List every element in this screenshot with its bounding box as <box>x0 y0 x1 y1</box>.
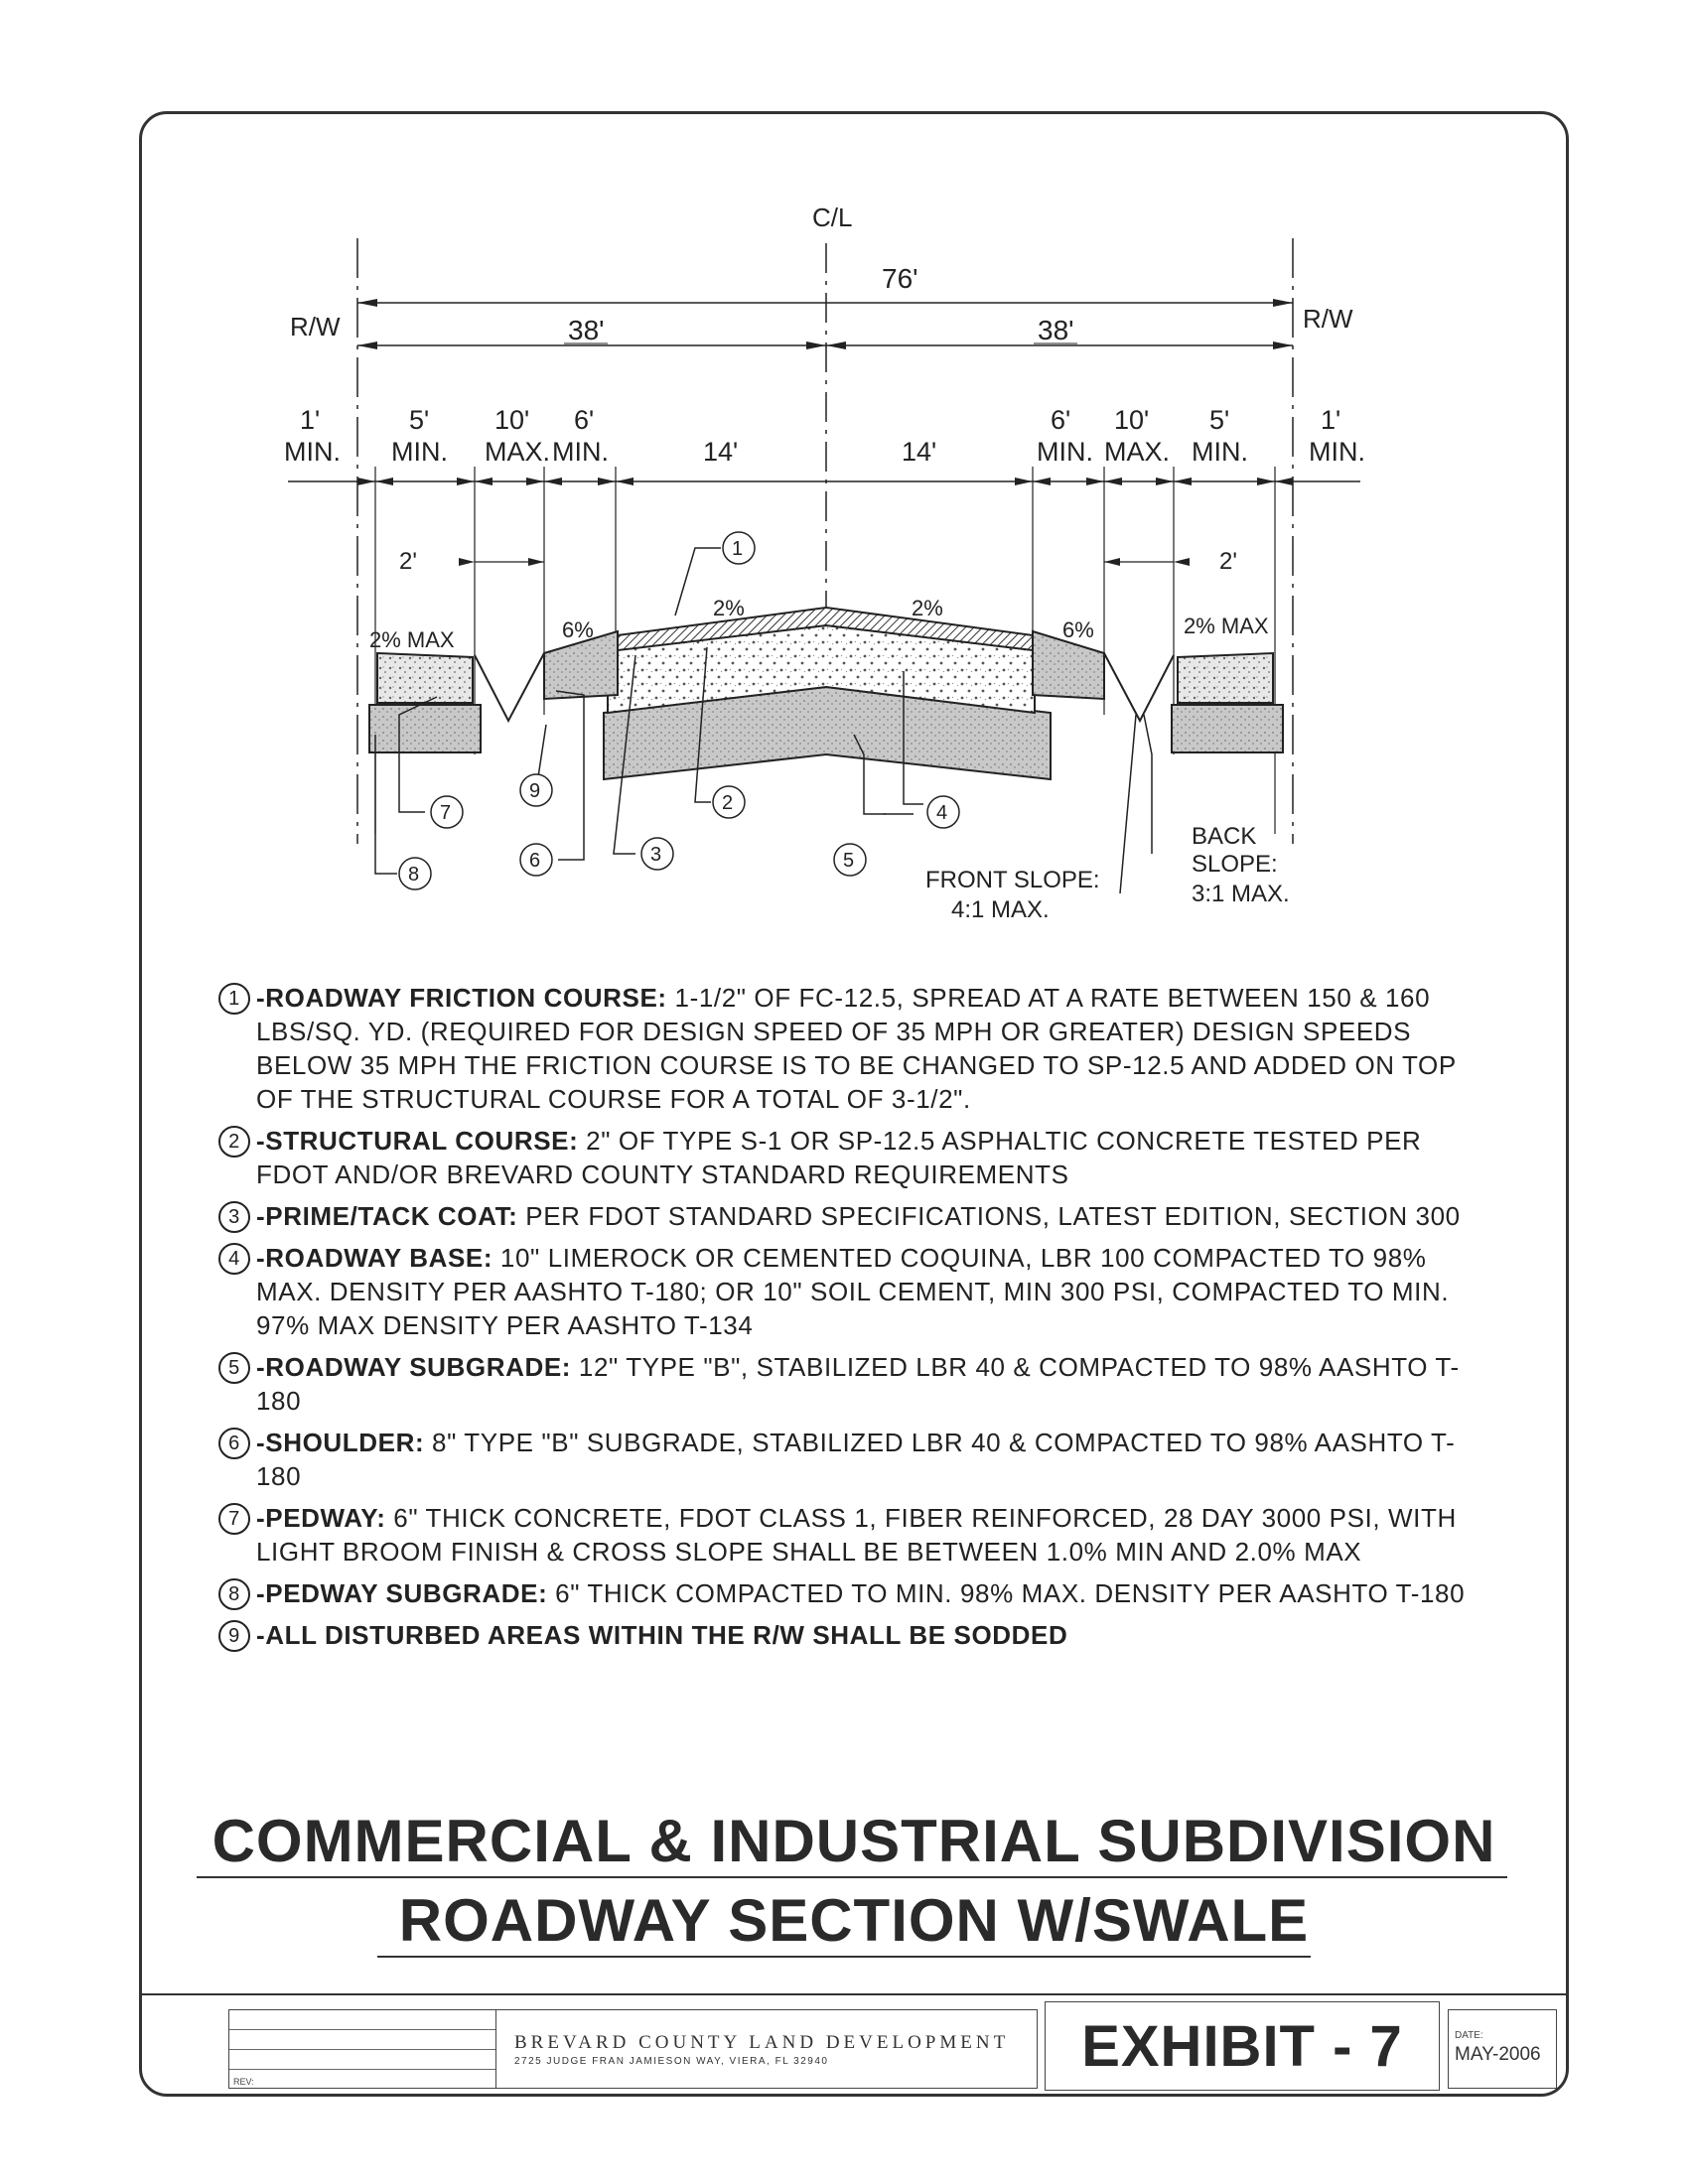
slope-right-6: 6% <box>1062 617 1094 642</box>
construction-notes <box>218 981 1499 1660</box>
note-label: -ROADWAY FRICTION COURSE: <box>256 983 667 1013</box>
note-item <box>218 1199 1499 1233</box>
dim-left-2-sub: MIN. <box>391 437 448 467</box>
callout-7: 7 <box>440 802 452 824</box>
note-text: 1-1/2" OF FC-12.5, SPREAD AT A RATE BETWEEN 150 & 160 LBS/SQ. YD. (REQUIRED FOR DESIGN SPEED OF 35 MPH OR GREATER) DESIGN SPEEDS BELOW 35 MPH THE FRICTION COURSE IS TO BE CHANGED TO SP-12.5 AND ADDED ON TOP OF THE STRUCTURAL COURSE FOR A TOTAL OF 3-1/2". <box>256 983 1457 1114</box>
dim-right-4-sub: MIN. <box>1037 437 1093 467</box>
note-label: -PEDWAY SUBGRADE: <box>256 1578 548 1608</box>
date-block <box>1448 2009 1557 2089</box>
note-item <box>218 1576 1499 1610</box>
agency-block <box>496 2009 1038 2089</box>
note-text: 2" OF TYPE S-1 OR SP-12.5 ASPHALTIC CONCRETE TESTED PER FDOT AND/OR BREVARD COUNTY STANDARD REQUIREMENTS <box>256 1126 1422 1189</box>
note-label: -ROADWAY BASE: <box>256 1243 493 1273</box>
date-value: MAY-2006 <box>1455 2044 1541 2065</box>
dim-left-4: 6' <box>574 405 595 435</box>
note-item <box>218 981 1499 1116</box>
dim-left-3: 10' <box>494 405 530 435</box>
date-label: DATE: <box>1455 2030 1483 2041</box>
dim-right-1-sub: MIN. <box>1309 437 1365 467</box>
note-text: PER FDOT STANDARD SPECIFICATIONS, LATEST EDITION, SECTION 300 <box>517 1201 1461 1231</box>
note-label: -STRUCTURAL COURSE: <box>256 1126 579 1156</box>
note-body <box>256 1426 1499 1493</box>
total-width-dimension <box>357 263 1293 307</box>
title-underline-2 <box>377 1956 1311 1958</box>
half-width-left-label: 38' <box>568 315 605 345</box>
callout-1: 1 <box>732 538 744 560</box>
front-slope-value: 4:1 MAX. <box>951 896 1050 923</box>
right-2ft-label: 2' <box>1219 548 1237 575</box>
back-slope-value: 3:1 MAX. <box>1192 881 1290 907</box>
agency-name: BREVARD COUNTY LAND DEVELOPMENT <box>514 2032 1010 2053</box>
note-label: -ALL DISTURBED AREAS WITHIN THE R/W SHALL BE SODDED <box>256 1620 1068 1650</box>
dim-right-3-sub: MAX. <box>1104 437 1171 467</box>
rw-left-label: R/W <box>290 312 341 341</box>
note-number: 5 <box>218 1352 250 1384</box>
note-text: 8" TYPE "B" SUBGRADE, STABILIZED LBR 40 & COMPACTED TO 98% AASHTO T-180 <box>256 1428 1456 1491</box>
slope-right-max: 2% MAX <box>1184 614 1269 638</box>
centerline-label: C/L <box>812 203 853 232</box>
dim-right-5: 14' <box>902 437 937 467</box>
note-number: 6 <box>218 1428 250 1459</box>
note-item <box>218 1350 1499 1418</box>
dim-right-1: 1' <box>1321 405 1341 435</box>
note-body <box>256 1241 1499 1342</box>
note-body <box>256 1199 1499 1233</box>
note-text: 6" THICK CONCRETE, FDOT CLASS 1, FIBER REINFORCED, 28 DAY 3000 PSI, WITH LIGHT BROOM FINISH & CROSS SLOPE SHALL BE BETWEEN 1.0% MIN AND 2.0% MAX <box>256 1503 1457 1567</box>
revision-label: REV: <box>233 2077 254 2087</box>
callout-8: 8 <box>408 864 420 886</box>
callout-2: 2 <box>722 792 734 814</box>
note-number: 3 <box>218 1201 250 1233</box>
back-slope-label-2: SLOPE: <box>1192 851 1278 878</box>
pedway-subgrade-left <box>369 705 481 752</box>
revision-table <box>228 2009 496 2089</box>
exhibit-number: EXHIBIT - 7 <box>1045 2001 1440 2091</box>
note-label: -ROADWAY SUBGRADE: <box>256 1352 572 1382</box>
back-slope-label-1: BACK <box>1192 823 1257 850</box>
note-body <box>256 1350 1499 1418</box>
dim-right-2-sub: MIN. <box>1192 437 1248 467</box>
callout-4: 4 <box>936 802 948 824</box>
note-text: 6" THICK COMPACTED TO MIN. 98% MAX. DENSITY PER AASHTO T-180 <box>547 1578 1466 1608</box>
pedway-left <box>377 653 473 703</box>
note-label: -PRIME/TACK COAT: <box>256 1201 518 1231</box>
roadway-section-drawing <box>0 0 1689 973</box>
note-number: 1 <box>218 983 250 1015</box>
note-text: 12" TYPE "B", STABILIZED LBR 40 & COMPACTED TO 98% AASHTO T-180 <box>256 1352 1460 1416</box>
note-body <box>256 1618 1499 1652</box>
callout-6: 6 <box>529 850 541 872</box>
dim-left-1: 1' <box>300 405 321 435</box>
slope-left-2: 2% <box>713 596 745 620</box>
swale-left <box>475 653 544 721</box>
dim-left-3-sub: MAX. <box>485 437 551 467</box>
centerline <box>812 203 852 640</box>
half-width-right-label: 38' <box>1038 315 1074 345</box>
slope-left-max: 2% MAX <box>369 627 455 652</box>
dim-left-5: 14' <box>703 437 739 467</box>
note-body <box>256 1576 1499 1610</box>
note-item <box>218 1618 1499 1652</box>
note-item <box>218 1501 1499 1569</box>
dim-right-2: 5' <box>1209 405 1230 435</box>
note-number: 7 <box>218 1503 250 1535</box>
callout-9: 9 <box>529 780 541 802</box>
total-width-label: 76' <box>882 263 918 294</box>
title-block <box>139 1993 1569 2097</box>
pedway-right <box>1178 653 1273 703</box>
dim-right-3: 10' <box>1114 405 1150 435</box>
dim-left-1-sub: MIN. <box>284 437 341 467</box>
note-number: 2 <box>218 1126 250 1158</box>
note-text: 10" LIMEROCK OR CEMENTED COQUINA, LBR 100 COMPACTED TO 98% MAX. DENSITY PER AASHTO T-180; OR 10" SOIL CEMENT, MIN 300 PSI, COMPACTED TO MIN. 97% MAX DENSITY PER AASHTO T-134 <box>256 1243 1450 1340</box>
agency-address: 2725 JUDGE FRAN JAMIESON WAY, VIERA, FL 32940 <box>514 2056 829 2067</box>
title-underline-1 <box>197 1876 1507 1878</box>
note-body <box>256 1124 1499 1191</box>
drawing-title-line-2: ROADWAY SECTION W/SWALE <box>398 1887 1310 1954</box>
note-label: -PEDWAY: <box>256 1503 386 1533</box>
dim-left-2: 5' <box>409 405 430 435</box>
note-number: 9 <box>218 1620 250 1652</box>
note-number: 4 <box>218 1243 250 1275</box>
slope-left-6: 6% <box>562 617 594 642</box>
swale-right <box>1104 653 1174 721</box>
note-item <box>218 1124 1499 1191</box>
pedway-subgrade-right <box>1172 705 1283 752</box>
half-width-dimensions <box>357 315 1293 349</box>
slope-right-2: 2% <box>912 596 943 620</box>
drawing-title-line-1: COMMERCIAL & INDUSTRIAL SUBDIVISION <box>211 1808 1496 1874</box>
note-body <box>256 1501 1499 1569</box>
note-label: -SHOULDER: <box>256 1428 425 1457</box>
left-2ft-label: 2' <box>399 548 417 575</box>
front-slope-label: FRONT SLOPE: <box>925 867 1100 893</box>
note-body <box>256 981 1499 1116</box>
dim-left-4-sub: MIN. <box>552 437 609 467</box>
callout-5: 5 <box>843 850 855 872</box>
note-item <box>218 1426 1499 1493</box>
note-number: 8 <box>218 1578 250 1610</box>
two-foot-dimensions <box>399 548 1237 575</box>
rw-right-label: R/W <box>1303 304 1353 334</box>
dim-right-4: 6' <box>1051 405 1071 435</box>
note-item <box>218 1241 1499 1342</box>
callout-3: 3 <box>650 844 662 866</box>
